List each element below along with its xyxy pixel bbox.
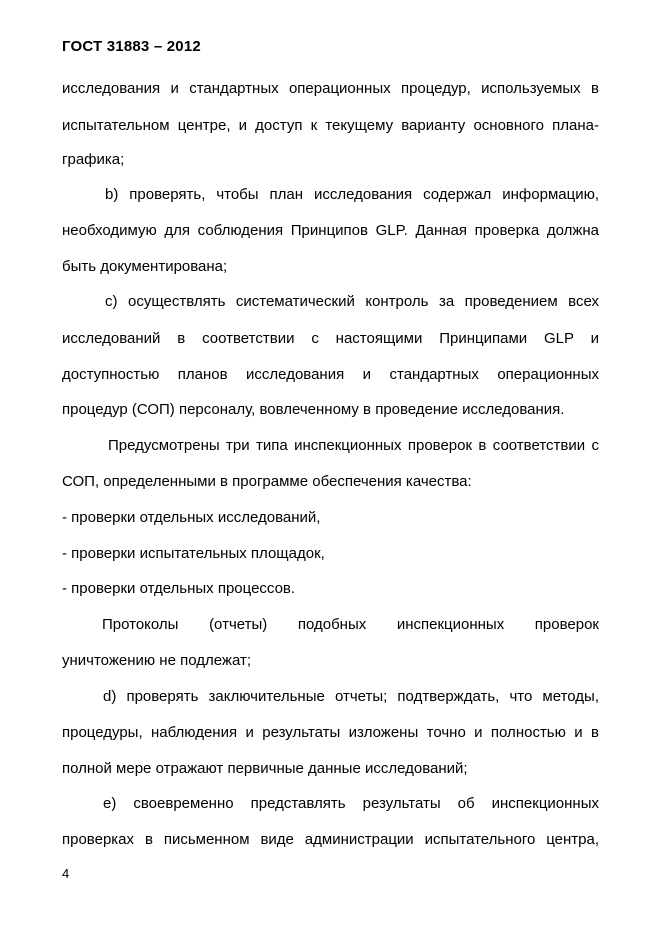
- text-line: испытательном центре, и доступ к текущему варианту основного плана-: [62, 117, 599, 134]
- text-line: d) проверять заключительные отчеты; подтверждать, что методы,: [103, 688, 599, 705]
- list-item: - проверки отдельных исследований,: [62, 509, 321, 526]
- text-line: с) осуществлять систематический контроль за проведением всех: [105, 293, 599, 310]
- text-line: процедур (СОП) персоналу, вовлеченному в проведение исследования.: [62, 401, 565, 418]
- text-line: доступностью планов исследования и стандартных операционных: [62, 366, 599, 383]
- text-line: уничтожению не подлежат;: [62, 652, 252, 669]
- text-line: Предусмотрены три типа инспекционных проверок в соответствии с: [108, 437, 599, 454]
- text-line: b) проверять, чтобы план исследования содержал информацию,: [105, 186, 599, 203]
- page-number: 4: [62, 866, 70, 881]
- text-line: необходимую для соблюдения Принципов GLP. Данная проверка должна: [62, 222, 599, 239]
- text-line: е) своевременно представлять результаты об инспекционных: [103, 795, 599, 812]
- list-item: - проверки отдельных процессов.: [62, 580, 296, 597]
- text-line: проверках в письменном виде администрации испытательного центра,: [62, 831, 599, 848]
- text-line: исследования и стандартных операционных процедур, используемых в: [62, 80, 599, 97]
- text-line: Протоколы (отчеты) подобных инспекционных проверок: [102, 616, 599, 633]
- text-line: процедуры, наблюдения и результаты изложены точно и полностью и в: [62, 724, 599, 741]
- text-line: быть документирована;: [62, 258, 228, 275]
- text-line: полной мере отражают первичные данные исследований;: [62, 760, 468, 777]
- list-item: - проверки испытательных площадок,: [62, 545, 325, 562]
- text-line: исследований в соответствии с настоящими Принципами GLP и: [62, 330, 599, 347]
- text-line: графика;: [62, 151, 125, 168]
- document-header: ГОСТ 31883 – 2012: [62, 38, 201, 55]
- text-line: СОП, определенными в программе обеспечения качества:: [62, 473, 472, 490]
